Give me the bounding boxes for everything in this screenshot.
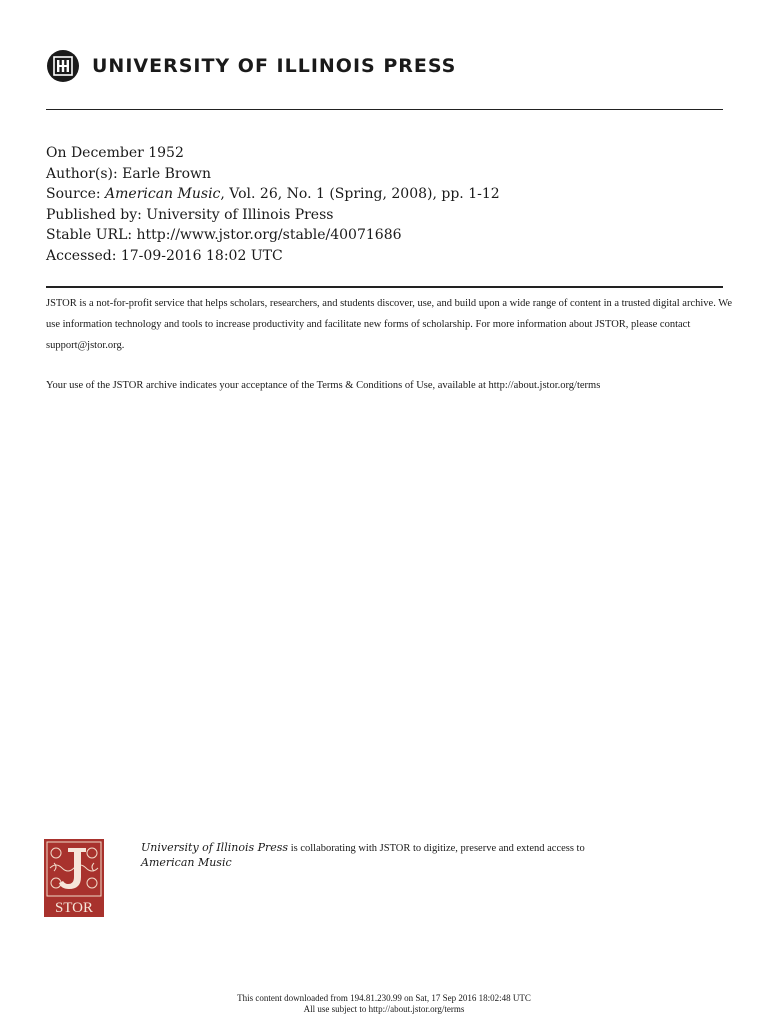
top-divider (46, 109, 723, 110)
download-info: This content downloaded from 194.81.230.99 on Sat, 17 Sep 2016 18:02:48 UTC (237, 993, 531, 1003)
collab-text: is collaborating with JSTOR to digitize, preserve and extend access to (288, 843, 585, 854)
jstor-notice (46, 293, 736, 396)
article-stable-url[interactable]: Stable URL: http://www.jstor.org/stable/40071686 (46, 227, 402, 243)
collab-publisher: University of Illinois Press (141, 841, 289, 854)
university-of-illinois-press-logo-icon (46, 49, 80, 83)
article-metadata (46, 143, 500, 266)
collab-journal: American Music (141, 856, 232, 869)
jstor-notice-paragraph: JSTOR is a not-for-profit service that helps scholars, researchers, and students discover, use, and build upon a wide range of content in a trusted digital archive. We use information technology and tools to increase productivity and facilitate new forms of scholarship. For more information about JSTOR, please contact support@jstor.org. (46, 298, 732, 351)
publisher-header (46, 46, 456, 86)
jstor-logo-icon (44, 839, 104, 917)
source-prefix: Source: (46, 186, 106, 202)
metadata-divider (46, 286, 723, 288)
terms-link[interactable]: All use subject to http://about.jstor.org/terms (303, 1004, 465, 1014)
article-publisher: Published by: University of Illinois Press (46, 206, 334, 223)
article-title: On December 1952 (46, 145, 184, 161)
article-source (46, 184, 500, 205)
terms-notice-paragraph: Your use of the JSTOR archive indicates your acceptance of the Terms & Conditions of Use, available at http://about.jstor.org/terms (46, 380, 601, 391)
publisher-name: UNIVERSITY OF ILLINOIS PRESS (92, 55, 457, 77)
article-authors: Author(s): Earle Brown (46, 165, 212, 182)
source-details: , Vol. 26, No. 1 (Spring, 2008), pp. 1-12 (220, 186, 500, 202)
jstor-logo-label: STOR (54, 900, 94, 916)
article-accessed: Accessed: 17-09-2016 18:02 UTC (46, 247, 283, 264)
source-journal: American Music (105, 186, 221, 202)
collaboration-statement (141, 840, 741, 870)
download-footer (0, 993, 768, 1015)
